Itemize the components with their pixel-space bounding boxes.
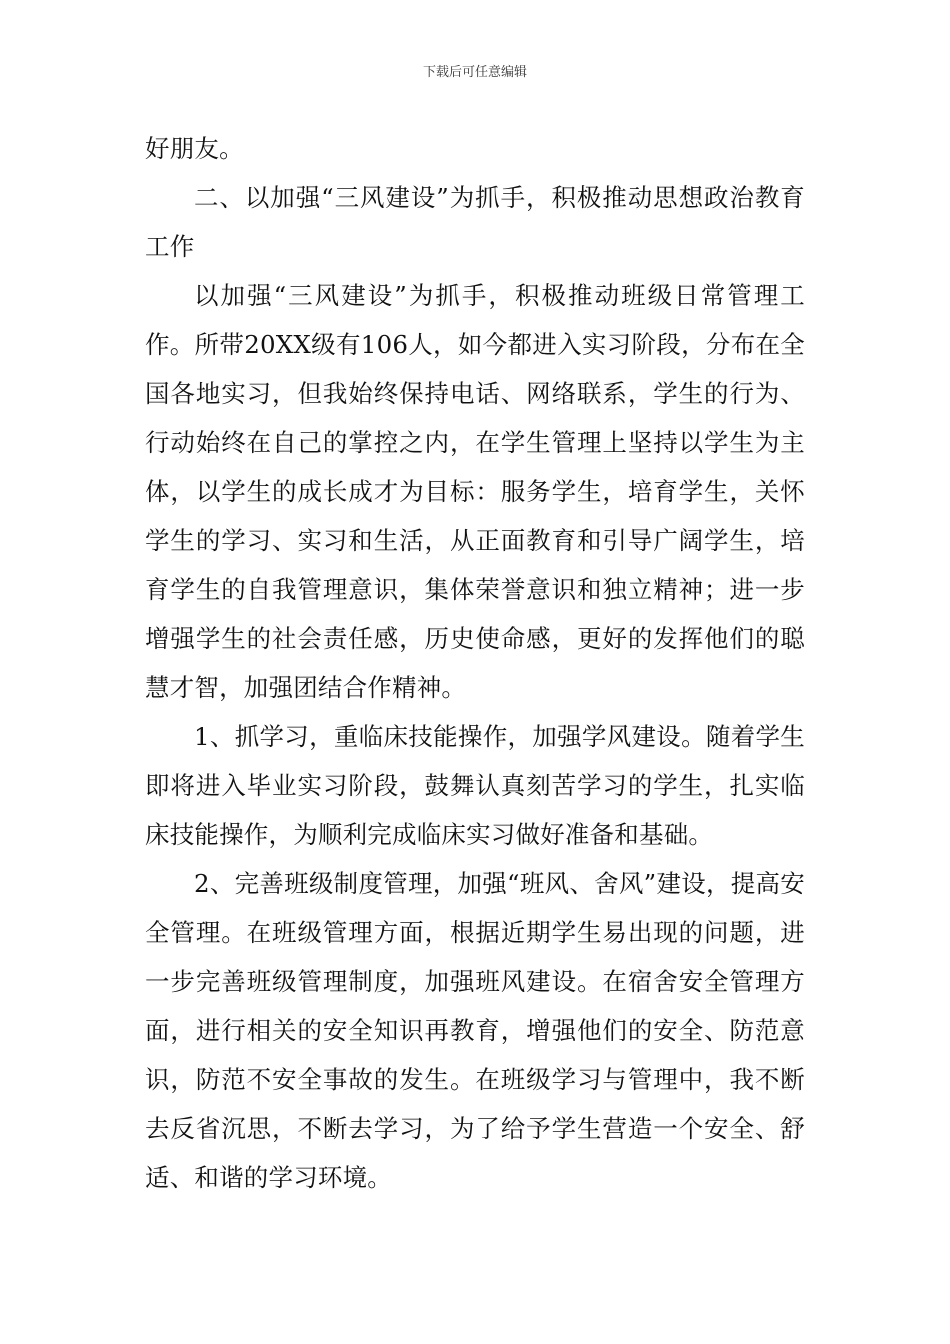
paragraph-management: 以加强“三风建设”为抓手，积极推动班级日常管理工作。所带20XX级有106人，如今都进入实习阶段，分布在全国各地实习，但我始终保持电话、网络联系，学生的行为、行动始终在自己的掌控之内，在学生管理上坚持以学生为主体，以学生的成长成才为目标：服务学生，培育学生，关怀学生的学习、实习和生活，从正面教育和引导广阔学生，培育学生的自我管理意识，集体荣誉意识和独立精神；进一步增强学生的社会责任感，历史使命感，更好的发挥他们的聪慧才智，加强团结合作精神。 [145, 281, 805, 702]
paragraph-continuation: 好朋友。 [145, 134, 244, 163]
paragraph-study: 1、抓学习，重临床技能操作，加强学风建设。随着学生即将进入毕业实习阶段，鼓舞认真刻苦学习的学生，扎实临床技能操作，为顺利完成临床实习做好准备和基础。 [145, 722, 805, 849]
header-note: 下载后可任意编辑 [422, 65, 527, 80]
document-body [145, 124, 805, 1202]
paragraph-class-system: 2、完善班级制度管理，加强“班风、舍风”建设，提高安全管理。在班级管理方面，根据近期学生易出现的问题，进一步完善班级管理制度，加强班风建设。在宿舍安全管理方面，进行相关的安全知识再教育，增强他们的安全、防范意识，防范不安全事故的发生。在班级学习与管理中，我不断去反省沉思，不断去学习，为了给予学生营造一个安全、舒适、和谐的学习环境。 [145, 869, 805, 1192]
section-heading: 二、以加强“三风建设”为抓手，积极推动思想政治教育工作 [145, 183, 805, 261]
